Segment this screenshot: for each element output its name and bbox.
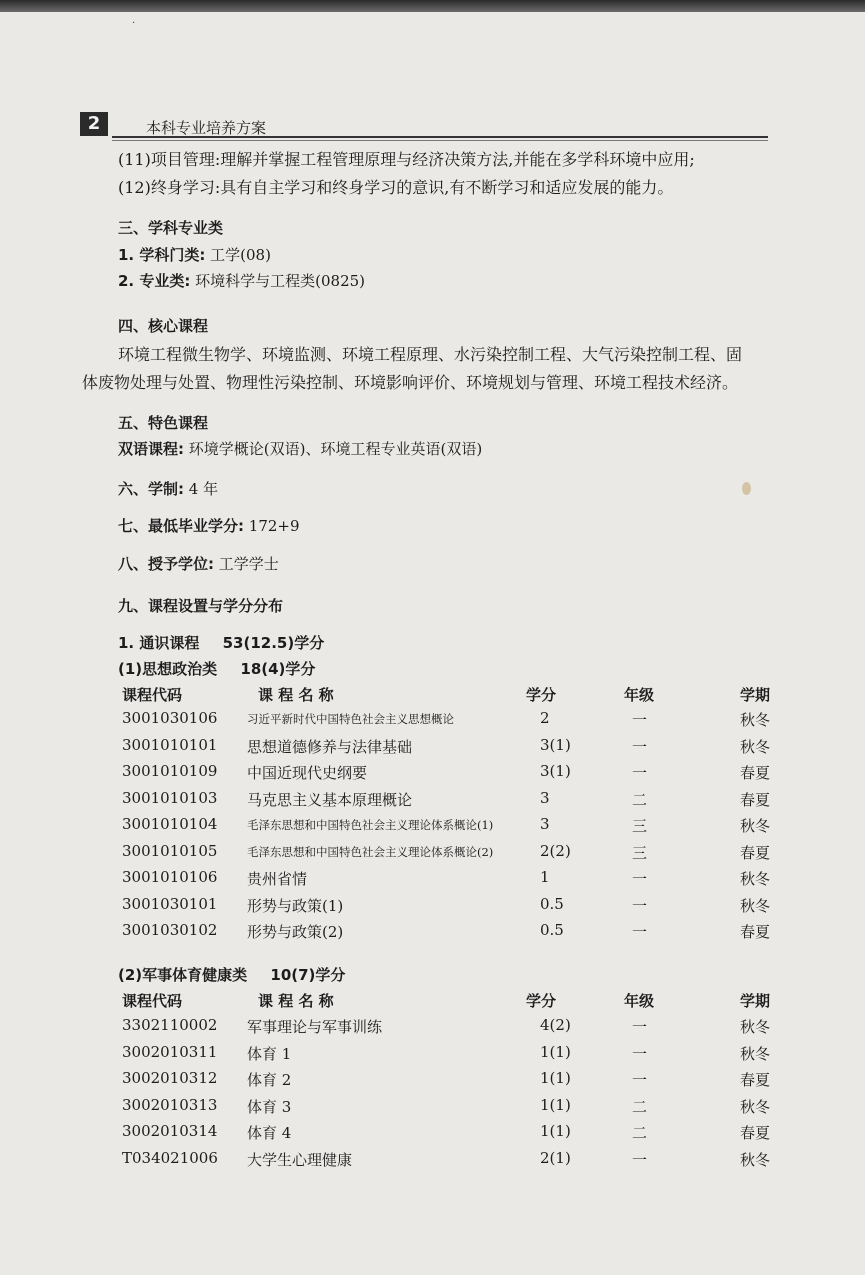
course-year: 三 bbox=[632, 843, 648, 862]
section8 bbox=[118, 553, 279, 574]
course-year: 一 bbox=[632, 737, 648, 756]
course-year: 二 bbox=[632, 1124, 648, 1142]
scan-smudge bbox=[742, 482, 751, 495]
course-name: 贵州省情 bbox=[247, 870, 308, 888]
group1-heading bbox=[118, 658, 315, 679]
header-credit: 学分 bbox=[526, 992, 557, 1010]
course-term: 春夏 bbox=[740, 1124, 771, 1142]
course-term: 春夏 bbox=[740, 923, 771, 941]
general-courses-credits: 53(12.5)学分 bbox=[222, 634, 325, 652]
core-courses-line2: 体废物处理与处置、物理性污染控制、环境影响评价、环境规划与管理、环境工程技术经济。 bbox=[82, 373, 739, 392]
course-term: 秋冬 bbox=[740, 870, 771, 888]
section7 bbox=[118, 515, 300, 536]
header-credit: 学分 bbox=[526, 686, 557, 704]
course-term: 秋冬 bbox=[740, 737, 771, 756]
course-code: 3002010314 bbox=[122, 1122, 218, 1140]
course-year: 三 bbox=[632, 817, 648, 835]
header-rule-thin bbox=[112, 140, 768, 141]
table-row bbox=[0, 1149, 865, 1175]
table-row bbox=[0, 842, 865, 868]
table-row bbox=[0, 709, 865, 735]
course-code: T034021006 bbox=[122, 1148, 218, 1167]
table-row bbox=[0, 762, 865, 788]
section3-item1-value: 工学(08) bbox=[210, 246, 271, 264]
bilingual-courses bbox=[118, 438, 482, 459]
course-code: 3001030106 bbox=[122, 709, 218, 727]
course-term: 春夏 bbox=[740, 843, 771, 862]
course-term: 秋冬 bbox=[740, 711, 771, 729]
group2-credits: 10(7)学分 bbox=[270, 966, 346, 984]
header-term: 学期 bbox=[740, 992, 771, 1010]
course-name: 马克思主义基本原理概论 bbox=[247, 790, 413, 809]
course-year: 一 bbox=[632, 1150, 648, 1169]
section7-label: 七、最低毕业学分: bbox=[118, 517, 244, 535]
course-term: 秋冬 bbox=[740, 1097, 771, 1116]
course-name: 形势与政策(1) bbox=[247, 896, 344, 915]
table-row bbox=[0, 736, 865, 762]
header-code: 课程代码 bbox=[122, 686, 183, 704]
course-credit: 3 bbox=[540, 815, 550, 833]
course-credit: 2(1) bbox=[540, 1148, 571, 1167]
section3-title: 三、学科专业类 bbox=[118, 219, 224, 237]
section6-value: 4 年 bbox=[188, 480, 219, 498]
course-code: 3001010105 bbox=[122, 841, 218, 860]
course-year: 一 bbox=[632, 870, 648, 888]
header-name: 课 程 名 称 bbox=[258, 686, 334, 704]
core-courses-line1: 环境工程微生物学、环境监测、环境工程原理、水污染控制工程、大气污染控制工程、固 bbox=[118, 345, 743, 364]
course-term: 春夏 bbox=[740, 764, 771, 782]
table-row bbox=[0, 1096, 865, 1122]
section3-item2-label: 2. 专业类: bbox=[118, 272, 191, 290]
section5-title: 五、特色课程 bbox=[118, 414, 209, 432]
section3-item1 bbox=[118, 244, 271, 265]
course-name: 体育 4 bbox=[247, 1124, 292, 1142]
header-term: 学期 bbox=[740, 686, 771, 704]
course-name: 军事理论与军事训练 bbox=[247, 1018, 383, 1036]
course-term: 秋冬 bbox=[740, 1044, 771, 1063]
group1-title: (1)思想政治类 bbox=[118, 660, 218, 678]
course-credit: 2(2) bbox=[540, 841, 571, 860]
course-code: 3001010103 bbox=[122, 788, 218, 807]
intro-line-11: (11)项目管理:理解并掌握工程管理原理与经济决策方法,并能在多学科环境中应用; bbox=[118, 150, 695, 169]
section7-value: 172+9 bbox=[248, 517, 300, 535]
section6-label: 六、学制: bbox=[118, 480, 184, 498]
section6 bbox=[118, 478, 218, 499]
intro-line-12: (12)终身学习:具有自主学习和终身学习的意识,有不断学习和适应发展的能力。 bbox=[118, 178, 674, 197]
table-row bbox=[0, 921, 865, 947]
course-name: 习近平新时代中国特色社会主义思想概论 bbox=[247, 712, 454, 726]
course-term: 秋冬 bbox=[740, 896, 771, 915]
course-term: 秋冬 bbox=[740, 817, 771, 835]
course-year: 二 bbox=[632, 790, 648, 809]
course-name: 形势与政策(2) bbox=[247, 923, 344, 941]
course-code: 3001030101 bbox=[122, 894, 218, 913]
table-row bbox=[0, 1043, 865, 1069]
course-credit: 3(1) bbox=[540, 762, 571, 780]
course-credit: 1(1) bbox=[540, 1095, 571, 1114]
course-credit: 1(1) bbox=[540, 1069, 571, 1087]
section9-title: 九、课程设置与学分分布 bbox=[118, 597, 284, 615]
course-year: 一 bbox=[632, 923, 648, 941]
course-year: 二 bbox=[632, 1097, 648, 1116]
group1-credits: 18(4)学分 bbox=[240, 660, 316, 678]
bilingual-label: 双语课程: bbox=[118, 440, 184, 458]
course-code: 3001010109 bbox=[122, 762, 218, 780]
bilingual-value: 环境学概论(双语)、环境工程专业英语(双语) bbox=[188, 440, 483, 458]
course-credit: 3(1) bbox=[540, 735, 571, 754]
course-code: 3002010312 bbox=[122, 1069, 218, 1087]
group2-heading bbox=[118, 964, 345, 985]
section8-label: 八、授予学位: bbox=[118, 555, 214, 573]
course-name: 体育 2 bbox=[247, 1071, 292, 1089]
course-name: 大学生心理健康 bbox=[247, 1150, 353, 1169]
course-credit: 0.5 bbox=[540, 921, 564, 939]
course-name: 体育 3 bbox=[247, 1097, 292, 1116]
group2-title: (2)军事体育健康类 bbox=[118, 966, 248, 984]
course-code: 3302110002 bbox=[122, 1016, 218, 1034]
course-term: 春夏 bbox=[740, 790, 771, 809]
section3-item2 bbox=[118, 270, 365, 291]
table-row bbox=[0, 895, 865, 921]
table-row bbox=[0, 815, 865, 841]
table-row bbox=[0, 789, 865, 815]
course-credit: 2 bbox=[540, 709, 550, 727]
course-credit: 1(1) bbox=[540, 1122, 571, 1140]
course-name: 中国近现代史纲要 bbox=[247, 764, 368, 782]
course-term: 春夏 bbox=[740, 1071, 771, 1089]
scan-top-edge bbox=[0, 0, 865, 12]
scan-speck: · bbox=[132, 18, 136, 29]
page-number: 2 bbox=[80, 112, 108, 136]
course-code: 3002010311 bbox=[122, 1042, 218, 1061]
section3-item2-value: 环境科学与工程类(0825) bbox=[195, 272, 366, 290]
table-row bbox=[0, 1069, 865, 1095]
general-courses-heading bbox=[118, 632, 324, 653]
course-credit: 0.5 bbox=[540, 894, 564, 913]
course-code: 3001030102 bbox=[122, 921, 218, 939]
header-year: 年级 bbox=[624, 992, 655, 1010]
course-year: 一 bbox=[632, 896, 648, 915]
course-term: 秋冬 bbox=[740, 1018, 771, 1036]
general-courses-title: 1. 通识课程 bbox=[118, 634, 200, 652]
course-term: 秋冬 bbox=[740, 1150, 771, 1169]
header-code: 课程代码 bbox=[122, 992, 183, 1010]
course-code: 3002010313 bbox=[122, 1095, 218, 1114]
course-year: 一 bbox=[632, 711, 648, 729]
course-year: 一 bbox=[632, 764, 648, 782]
header-year: 年级 bbox=[624, 686, 655, 704]
group1-table-header bbox=[0, 684, 865, 710]
course-name: 思想道德修养与法律基础 bbox=[247, 737, 413, 756]
course-name: 毛泽东思想和中国特色社会主义理论体系概论(1) bbox=[247, 818, 494, 832]
header-rule bbox=[112, 136, 768, 138]
running-title: 本科专业培养方案 bbox=[146, 119, 267, 137]
header-name: 课 程 名 称 bbox=[258, 992, 334, 1010]
table-row bbox=[0, 868, 865, 894]
course-code: 3001010101 bbox=[122, 735, 218, 754]
course-year: 一 bbox=[632, 1018, 648, 1036]
course-credit: 3 bbox=[540, 788, 550, 807]
course-credit: 1(1) bbox=[540, 1042, 571, 1061]
course-code: 3001010106 bbox=[122, 868, 218, 886]
section8-value: 工学学士 bbox=[218, 555, 279, 573]
course-year: 一 bbox=[632, 1071, 648, 1089]
section4-title: 四、核心课程 bbox=[118, 317, 209, 335]
group2-table-header bbox=[0, 990, 865, 1016]
course-credit: 4(2) bbox=[540, 1016, 571, 1034]
table-row bbox=[0, 1122, 865, 1148]
course-name: 体育 1 bbox=[247, 1044, 292, 1063]
course-code: 3001010104 bbox=[122, 815, 218, 833]
course-year: 一 bbox=[632, 1044, 648, 1063]
table-row bbox=[0, 1016, 865, 1042]
section3-item1-label: 1. 学科门类: bbox=[118, 246, 206, 264]
course-name: 毛泽东思想和中国特色社会主义理论体系概论(2) bbox=[247, 844, 494, 859]
course-credit: 1 bbox=[540, 868, 550, 886]
